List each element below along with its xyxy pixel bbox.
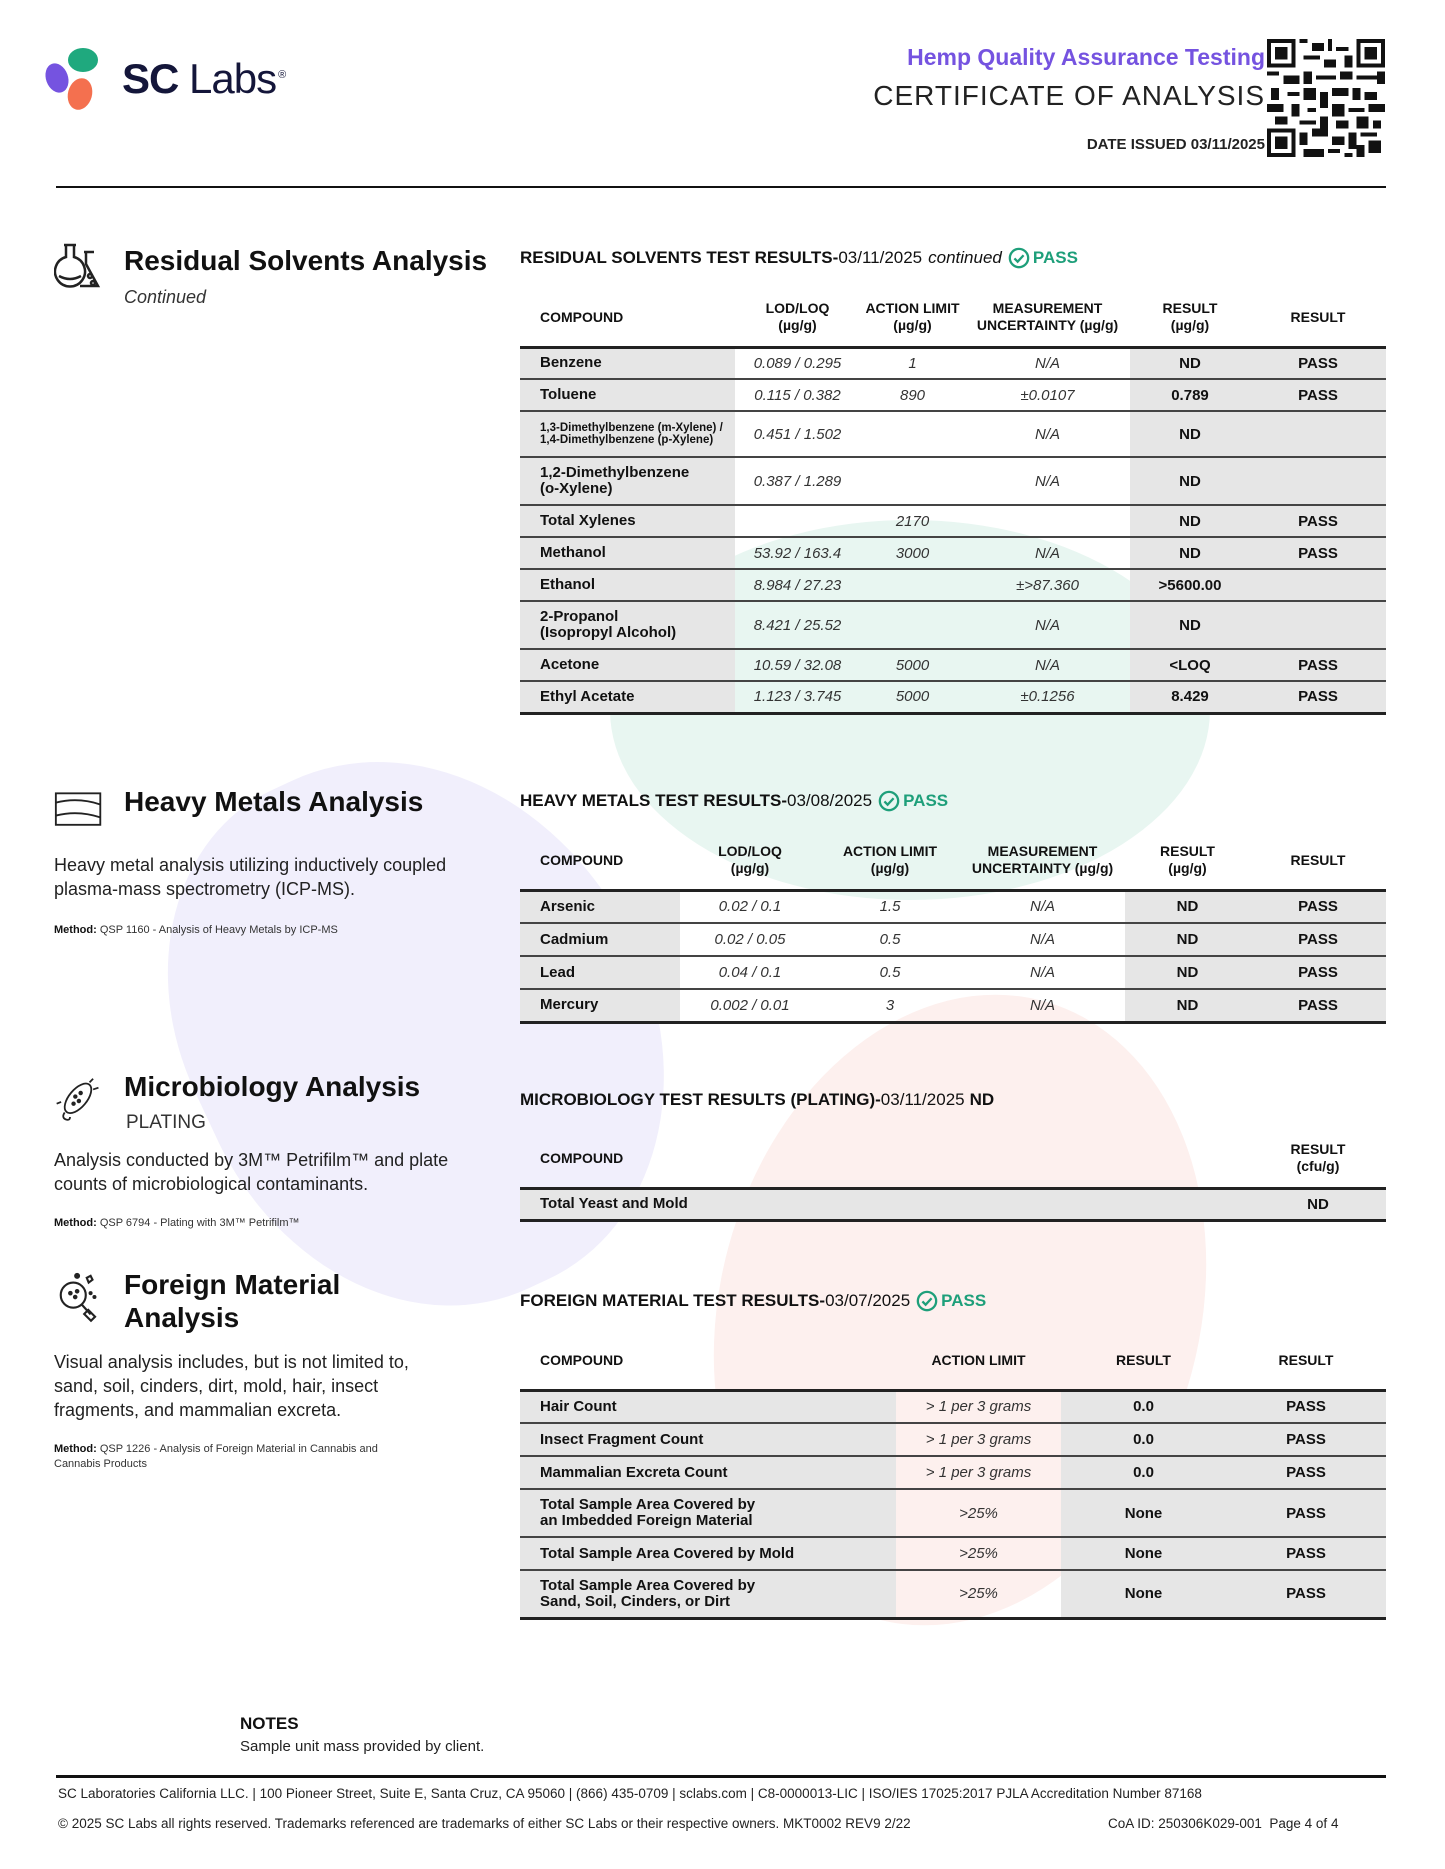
heavy-metals-results [520, 790, 1386, 1024]
footer-address: SC Laboratories California LLC. | 100 Pioneer Street, Suite E, Santa Cruz, CA 95060 | (866) 435-0709 | sclabs.com | C8-0000013-LIC | ISO/IES 17025:2017 PJLA Accreditation Number 87168 [58, 1786, 1202, 1801]
status-cell: PASS [1250, 989, 1386, 1022]
section-title: Heavy Metals Analysis [124, 786, 424, 817]
section-title: Microbiology Analysis [124, 1071, 421, 1102]
column-header: COMPOUND [540, 1351, 624, 1368]
action-limit-cell [860, 601, 965, 649]
result-value-cell: ND [1130, 411, 1250, 457]
section-title: Residual Solvents Analysis Continued [124, 245, 488, 307]
result-value-cell: 0.0 [1061, 1390, 1226, 1423]
lod-loq-cell: 0.115 / 0.382 [754, 386, 841, 404]
table-row [520, 681, 1386, 713]
action-limit-cell: 2170 [895, 512, 930, 530]
pass-badge: PASS [916, 1290, 986, 1312]
section-description: Heavy metal analysis utilizing inductively coupled plasma-mass spectrometry (ICP-MS). [54, 855, 447, 899]
column-header: COMPOUND [540, 851, 624, 868]
result-value-cell: ND [1125, 890, 1250, 923]
compound-cell: Cadmium [520, 923, 680, 956]
table-row [520, 649, 1386, 681]
lod-loq-cell: 8.984 / 27.23 [753, 576, 842, 594]
table-row [520, 1188, 1386, 1220]
uncertainty-cell: N/A [1034, 472, 1060, 490]
uncertainty-cell: N/A [1034, 616, 1060, 634]
status-cell [1250, 601, 1386, 649]
report-subtitle: Hemp Quality Assurance Testing [907, 44, 1265, 70]
section-description: Visual analysis includes, but is not limited to, sand, soil, cinders, dirt, mold, hair, insect fragments, and mammalian excreta. [54, 1352, 409, 1420]
result-value-cell: ND [1130, 601, 1250, 649]
action-limit-cell: 0.5 [879, 964, 901, 981]
compound-cell: Lead [520, 956, 680, 989]
lod-loq-cell: 0.387 / 1.289 [753, 472, 842, 490]
uncertainty-cell: N/A [1029, 964, 1055, 981]
table-heading: RESIDUAL SOLVENTS TEST RESULTS - 03/11/2025 continued PASS [520, 248, 1078, 267]
compound-cell: Benzene [520, 347, 735, 379]
result-value-cell: ND [1125, 989, 1250, 1022]
column-header: LOD/LOQ (µg/g) [765, 300, 830, 334]
action-limit-cell: 5000 [895, 656, 930, 674]
uncertainty-cell: N/A [1034, 354, 1060, 372]
lod-loq-cell: 0.02 / 0.05 [714, 931, 786, 948]
table-row [520, 956, 1386, 989]
action-limit-cell: 5000 [895, 688, 930, 706]
check-circle-icon [1008, 247, 1030, 269]
uncertainty-cell: N/A [1029, 898, 1055, 916]
result-value-cell: 0.0 [1061, 1456, 1226, 1489]
column-header: RESULT (µg/g) [1162, 300, 1218, 334]
result-value-cell: 0.0 [1061, 1423, 1226, 1456]
table-row [520, 1390, 1386, 1423]
residual-solvents-table [520, 289, 1386, 715]
uncertainty-cell: ±>87.360 [1016, 576, 1079, 594]
compound-cell: Mercury [520, 989, 680, 1022]
method-text: Method: QSP 1226 - Analysis of Foreign Material in Cannabis and Cannabis Products [54, 1443, 378, 1470]
status-cell: PASS [1226, 1390, 1386, 1423]
action-limit-cell: 1 [908, 354, 917, 372]
action-limit-cell [860, 457, 965, 505]
footer-coa-id: CoA ID: 250306K029-001 Page 4 of 4 [1108, 1816, 1339, 1831]
column-header: MEASUREMENT UNCERTAINTY (µg/g) [971, 843, 1114, 877]
footer-divider [56, 1775, 1386, 1778]
action-limit-cell: > 1 per 3 grams [925, 1398, 1032, 1416]
status-cell: PASS [1226, 1423, 1386, 1456]
metal-sample-icon [54, 791, 108, 843]
section-description: Analysis conducted by 3M™ Petrifilm™ and plate counts of microbiological contaminants. [54, 1150, 449, 1194]
flask-icon [54, 242, 108, 294]
compound-cell: Insect Fragment Count [520, 1423, 896, 1456]
lod-loq-cell [735, 505, 860, 537]
table-row [520, 1456, 1386, 1489]
uncertainty-cell [965, 505, 1130, 537]
uncertainty-cell: N/A [1029, 996, 1055, 1014]
column-header: MEASUREMENT UNCERTAINTY (µg/g) [976, 300, 1119, 334]
column-header: COMPOUND [540, 1149, 624, 1166]
table-row [520, 1489, 1386, 1537]
table-heading: HEAVY METALS TEST RESULTS - 03/08/2025 PASS [520, 791, 949, 810]
column-header: ACTION LIMIT [931, 1351, 1026, 1368]
result-value-cell: 8.429 [1130, 681, 1250, 713]
compound-cell: Methanol [520, 537, 735, 569]
heavy-metals-table [520, 832, 1386, 1024]
status-cell: PASS [1250, 347, 1386, 379]
footer-copyright: © 2025 SC Labs all rights reserved. Trademarks referenced are trademarks of either SC Labs or their respective owners. MKT0002 REV9 2/22 [58, 1816, 911, 1831]
compound-cell: Ethanol [520, 569, 735, 601]
status-cell: PASS [1226, 1570, 1386, 1618]
table-row [520, 890, 1386, 923]
status-cell: PASS [1226, 1489, 1386, 1537]
table-row [520, 923, 1386, 956]
check-circle-icon [916, 1290, 938, 1312]
compound-cell: Total Yeast and Mold [520, 1188, 1250, 1220]
action-limit-cell: 3000 [895, 544, 930, 562]
action-limit-cell: > 1 per 3 grams [925, 1464, 1032, 1481]
table-row [520, 411, 1386, 457]
microbiology-results [520, 1090, 1386, 1222]
status-cell: PASS [1250, 537, 1386, 569]
lod-loq-cell: 1.123 / 3.745 [753, 688, 842, 706]
compound-cell: Mammalian Excreta Count [520, 1456, 896, 1489]
compound-cell: Hair Count [520, 1390, 896, 1423]
residual-solvents-results [520, 247, 1386, 715]
table-heading: FOREIGN MATERIAL TEST RESULTS - 03/07/2025 PASS [520, 1291, 987, 1310]
compound-cell: Ethyl Acetate [520, 681, 735, 713]
column-header: RESULT [1290, 851, 1346, 868]
result-value-cell: ND [1125, 956, 1250, 989]
logo-mark-icon [46, 46, 108, 112]
column-header: RESULT (µg/g) [1160, 843, 1215, 877]
table-row [520, 1423, 1386, 1456]
compound-cell: Acetone [520, 649, 735, 681]
result-value-cell: ND [1250, 1188, 1386, 1220]
pass-badge: PASS [878, 790, 948, 812]
result-value-cell: None [1061, 1537, 1226, 1570]
compound-cell: Total Sample Area Covered by an Imbedded Foreign Material [520, 1489, 896, 1537]
status-cell [1250, 569, 1386, 601]
foreign-material-results [520, 1290, 1386, 1620]
lod-loq-cell: 0.04 / 0.1 [718, 964, 782, 981]
column-header: RESULT (cfu/g) [1290, 1141, 1346, 1175]
qr-code-icon[interactable] [1267, 38, 1385, 158]
table-row [520, 1537, 1386, 1570]
section-title: Foreign Material Analysis [124, 1269, 341, 1333]
sc-labs-logo [46, 46, 285, 112]
action-limit-cell: >25% [959, 1585, 998, 1603]
lod-loq-cell: 0.451 / 1.502 [753, 425, 842, 443]
table-row [520, 457, 1386, 505]
result-value-cell: <LOQ [1130, 649, 1250, 681]
section-subtitle: PLATING [126, 1112, 206, 1133]
result-value-cell: None [1061, 1489, 1226, 1537]
action-limit-cell: >25% [959, 1545, 998, 1562]
bacteria-icon [54, 1074, 108, 1126]
status-cell: PASS [1226, 1456, 1386, 1489]
action-limit-cell: 890 [899, 386, 926, 404]
action-limit-cell: 3 [885, 996, 895, 1014]
pass-badge: PASS [1008, 247, 1078, 269]
lod-loq-cell: 0.02 / 0.1 [718, 898, 782, 916]
uncertainty-cell: ±0.0107 [1020, 386, 1075, 404]
column-header: ACTION LIMIT (µg/g) [865, 300, 960, 334]
compound-cell: 2-Propanol (Isopropyl Alcohol) [520, 601, 735, 649]
action-limit-cell: >25% [959, 1504, 998, 1522]
compound-cell: 1,2-Dimethylbenzene (o-Xylene) [520, 457, 735, 505]
status-cell [1250, 457, 1386, 505]
compound-cell: Total Sample Area Covered by Mold [520, 1537, 896, 1570]
compound-cell: Arsenic [520, 890, 680, 923]
action-limit-cell: 0.5 [879, 931, 901, 948]
status-cell: PASS [1250, 890, 1386, 923]
status-cell: PASS [1250, 649, 1386, 681]
magnifier-icon [54, 1272, 108, 1324]
table-heading: MICROBIOLOGY TEST RESULTS (PLATING) - 03/11/2025 ND [520, 1090, 995, 1109]
status-badge: ND [969, 1090, 995, 1109]
compound-cell: Total Xylenes [520, 505, 735, 537]
header-divider [56, 186, 1386, 188]
table-row [520, 347, 1386, 379]
status-cell: PASS [1250, 379, 1386, 411]
uncertainty-cell: N/A [1034, 656, 1060, 674]
status-cell: PASS [1250, 681, 1386, 713]
table-row [520, 537, 1386, 569]
column-header: LOD/LOQ (µg/g) [718, 843, 782, 877]
status-cell: PASS [1250, 923, 1386, 956]
report-title: CERTIFICATE OF ANALYSIS [873, 80, 1265, 111]
table-row [520, 601, 1386, 649]
logo-wordmark: SC Labs ® [122, 55, 286, 102]
lod-loq-cell: 8.421 / 25.52 [753, 616, 842, 634]
compound-cell: Total Sample Area Covered by Sand, Soil, Cinders, or Dirt [520, 1570, 896, 1618]
table-row [520, 989, 1386, 1022]
lod-loq-cell: 10.59 / 32.08 [753, 656, 842, 674]
status-cell: PASS [1250, 505, 1386, 537]
result-value-cell: ND [1125, 923, 1250, 956]
result-value-cell: ND [1130, 457, 1250, 505]
table-row [520, 569, 1386, 601]
action-limit-cell: 1.5 [879, 898, 901, 916]
microbiology-table [520, 1130, 1386, 1222]
result-value-cell: None [1061, 1570, 1226, 1618]
column-header: RESULT [1290, 308, 1346, 325]
result-value-cell: ND [1130, 537, 1250, 569]
result-value-cell: ND [1130, 347, 1250, 379]
column-header: COMPOUND [540, 308, 624, 325]
check-circle-icon [878, 790, 900, 812]
lod-loq-cell: 0.089 / 0.295 [753, 354, 842, 372]
column-header: RESULT [1278, 1351, 1334, 1368]
lod-loq-cell: 0.002 / 0.01 [710, 996, 790, 1014]
date-issued: DATE ISSUED 03/11/2025 [1086, 136, 1265, 153]
method-text: Method: QSP 6794 - Plating with 3M™ Petrifilm™ [54, 1217, 300, 1229]
uncertainty-cell: N/A [1034, 544, 1060, 562]
status-cell: PASS [1226, 1537, 1386, 1570]
uncertainty-cell: ±0.1256 [1020, 688, 1075, 706]
section-subtitle: Continued [124, 287, 207, 307]
table-row [520, 1570, 1386, 1618]
column-header: RESULT [1116, 1351, 1171, 1368]
method-text: Method: QSP 1160 - Analysis of Heavy Metals by ICP-MS [54, 924, 338, 936]
status-cell: PASS [1250, 956, 1386, 989]
foreign-material-table [520, 1332, 1386, 1620]
compound-cell: Toluene [520, 379, 735, 411]
compound-cell: 1,3-Dimethylbenzene (m-Xylene) / 1,4-Dimethylbenzene (p-Xylene) [520, 411, 735, 457]
column-header: ACTION LIMIT (µg/g) [842, 843, 938, 877]
result-value-cell: ND [1130, 505, 1250, 537]
action-limit-cell [860, 411, 965, 457]
uncertainty-cell: N/A [1034, 425, 1060, 443]
notes-section [240, 1714, 484, 1755]
action-limit-cell: > 1 per 3 grams [925, 1431, 1032, 1448]
uncertainty-cell: N/A [1029, 931, 1055, 948]
notes-text: Sample unit mass provided by client. [240, 1738, 485, 1755]
result-value-cell: 0.789 [1130, 379, 1250, 411]
table-row [520, 505, 1386, 537]
page-number: Page 4 of 4 [1269, 1816, 1339, 1831]
status-cell [1250, 411, 1386, 457]
result-value-cell: >5600.00 [1130, 569, 1250, 601]
lod-loq-cell: 53.92 / 163.4 [753, 544, 842, 562]
action-limit-cell [860, 569, 965, 601]
table-row [520, 379, 1386, 411]
notes-heading: NOTES [240, 1714, 299, 1733]
